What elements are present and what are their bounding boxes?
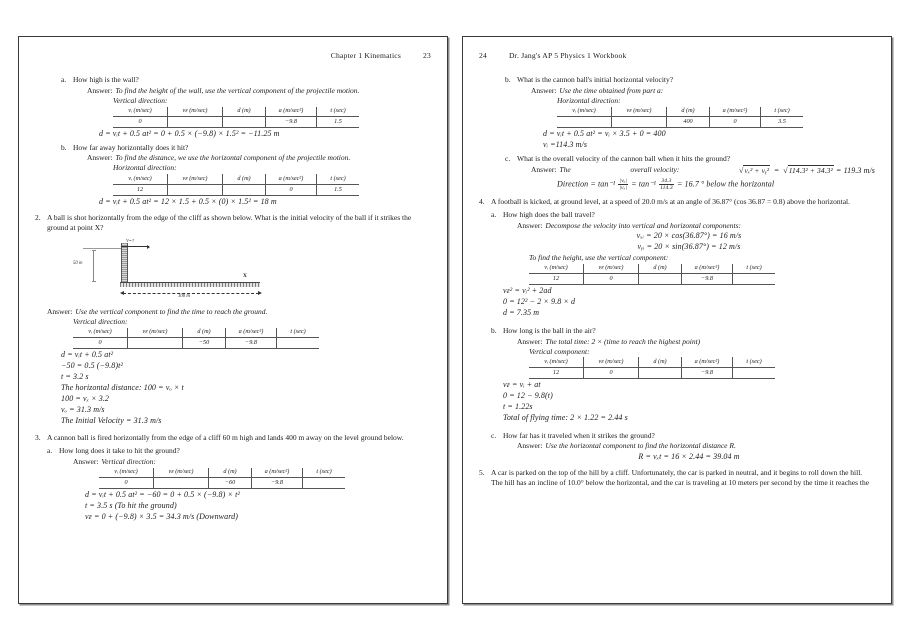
th-vf: vғ (m/sec) <box>128 328 183 338</box>
work-3a-line-3: vғ = 0 + (−9.8) × 3.5 = 34.3 m/s (Downward) <box>85 512 238 522</box>
th-vi: vᵢ (m/sec) <box>529 264 584 274</box>
td-d <box>639 274 682 285</box>
th-a: a (m/sec²) <box>682 264 733 274</box>
question-3c <box>505 154 875 192</box>
answer-label: Answer: <box>531 85 557 95</box>
td-vf <box>168 117 223 128</box>
left-page-body <box>35 75 431 523</box>
td-t <box>277 338 320 349</box>
question-3a-text: How long does it take to hit the ground? <box>59 445 180 455</box>
direction-fraction-numeric <box>659 178 674 191</box>
work-4a-line-1: vғ² = vᵢ² + 2ad <box>503 286 552 296</box>
th-t: t (sec) <box>303 468 346 478</box>
work-4b-line-2: 0 = 12 − 9.8(t) <box>503 390 553 400</box>
page-number: 23 <box>423 51 431 60</box>
answer-2-text: Use the vertical component to find the time to reach the ground. <box>75 306 268 316</box>
work-2-line-7: The Initial Velocity = 31.3 m/s <box>61 416 162 426</box>
direction-prefix: Direction = tan⁻¹ <box>557 179 616 189</box>
td-d <box>223 117 266 128</box>
question-1b <box>61 143 431 208</box>
answer-label: Answer: <box>517 441 543 451</box>
answer-3c-term: overall velocity: <box>630 164 680 174</box>
th-d: d (m) <box>639 357 682 367</box>
radicand-symbolic: vₓ² + vᵧ² <box>744 165 770 175</box>
th-vf: vғ (m/sec) <box>168 174 223 184</box>
table-row <box>529 274 775 285</box>
question-4b-letter: b. <box>491 325 497 335</box>
work-1b: d = vᵢt + 0.5 at² = 12 × 1.5 + 0.5 × (0) × 1.5² = 18 m <box>99 196 277 206</box>
left-page-header <box>35 51 431 61</box>
kinematics-table-2 <box>73 328 319 349</box>
answer-4a-text: Decompose the velocity into vertical and horizontal components: <box>545 220 742 230</box>
kinematics-table-4b <box>529 357 775 378</box>
td-d: 400 <box>667 117 710 128</box>
work-3b-line-2: vᵢ =114.3 m/s <box>543 140 588 150</box>
td-a: 0 <box>266 184 317 195</box>
question-1a <box>61 75 431 140</box>
th-d: d (m) <box>223 174 266 184</box>
diagram-height-label: 50 m <box>73 260 83 266</box>
kinematics-table-4a <box>529 264 775 285</box>
question-4c <box>491 431 875 463</box>
frac-denominator: |vₓ| <box>619 185 627 192</box>
answer-label: Answer: <box>87 153 113 163</box>
diagram-range-label: 100 m <box>178 293 190 299</box>
question-2-number: 2. <box>35 213 41 223</box>
th-vf: vғ (m/sec) <box>584 264 639 274</box>
question-5-number: 5. <box>479 468 485 478</box>
th-t: t (sec) <box>733 264 776 274</box>
work-2-line-3: t = 3.2 s <box>61 372 89 382</box>
answer-4b-text: The total time: 2 × (time to reach the highest point) <box>545 336 701 346</box>
direction-result: = 16.7 ° below the horizontal <box>676 179 775 189</box>
th-vi: vᵢ (m/sec) <box>113 107 168 117</box>
direction-mid: = tan⁻¹ <box>631 179 657 189</box>
th-t: t (sec) <box>733 357 776 367</box>
td-vi: 0 <box>73 338 128 349</box>
kinematics-table-1b <box>113 174 359 195</box>
diagram-ground <box>120 282 260 287</box>
answer-label: Answer: <box>517 220 543 230</box>
work-3b-line-1: d = vᵢt + 0.5 at² = vᵢ × 3.5 + 0 = 400 <box>543 129 666 139</box>
diagram-height-dimension <box>93 250 94 282</box>
table-row <box>113 184 359 195</box>
work-4b-line-1: vғ = vᵢ + at <box>503 379 541 389</box>
td-vf: 0 <box>584 368 639 379</box>
th-d: d (m) <box>209 468 252 478</box>
answer-label: Answer: <box>87 85 113 95</box>
th-t: t (sec) <box>277 328 320 338</box>
page-number: 24 <box>479 51 487 60</box>
diagram-point-x-label: X <box>243 272 247 279</box>
th-a: a (m/sec²) <box>682 357 733 367</box>
question-3-number: 3. <box>35 432 41 442</box>
answer-label: Answer: <box>73 456 99 466</box>
direction-label-1b: Horizontal direction: <box>113 163 177 173</box>
cliff-diagram <box>47 237 431 305</box>
work-3a-line-2: t = 3.5 s (To hit the ground) <box>85 501 177 511</box>
direction-label-3b: Horizontal direction: <box>557 95 621 105</box>
th-vf: vғ (m/sec) <box>612 107 667 117</box>
td-vf <box>168 184 223 195</box>
question-3b-text: What is the cannon ball's initial horizontal velocity? <box>517 75 674 84</box>
td-d <box>223 184 266 195</box>
question-5 <box>479 468 875 488</box>
th-vi: vᵢ (m/sec) <box>99 468 154 478</box>
question-3a <box>47 446 431 523</box>
td-vf <box>612 117 667 128</box>
td-t: 3.5 <box>761 117 804 128</box>
diagram-top-surface <box>83 248 123 249</box>
th-vi: vᵢ (m/sec) <box>557 107 612 117</box>
work-3a-line-1: d = vᵢt + 0.5 at² = −60 = 0 + 0.5 × (−9.8) × t² <box>85 490 240 499</box>
td-t: 1.5 <box>317 117 360 128</box>
question-1b-letter: b. <box>61 142 67 152</box>
table-row <box>99 478 345 489</box>
question-3b <box>505 75 875 151</box>
question-4 <box>479 197 875 462</box>
td-t: 1.5 <box>317 184 360 195</box>
question-5-text: A car is parked on the top of the hill by a cliff. Unfortunately, the car is parked in neutral, and it begins to roll down the hill. The hill has an incline of 10.0° below the horizontal, and the car is traveling at 10 meters per second by the time it reaches the <box>491 468 870 488</box>
question-4c-letter: c. <box>491 430 497 440</box>
frac-numerator: |vᵧ| <box>619 178 627 185</box>
book-title: Dr. Jang's AP 5 Physics 1 Workbook <box>509 51 627 60</box>
table-row <box>557 117 803 128</box>
td-a: −9.8 <box>682 274 733 285</box>
answer-label: Answer: <box>531 164 557 174</box>
answer-3b-text: Use the time obtained from part a: <box>559 85 664 95</box>
work-1a: d = vᵢt + 0.5 at² = 0 + 0.5 × (−9.8) × 1.5² = −11.25 m <box>99 129 280 139</box>
td-a: −9.8 <box>226 338 277 349</box>
td-d <box>639 368 682 379</box>
th-a: a (m/sec²) <box>266 107 317 117</box>
question-3-text: A cannon ball is fired horizontally from the edge of a cliff 60 m high and lands 400 m away on the level ground below. <box>47 432 404 442</box>
chapter-title: Chapter 1 Kinematics <box>330 51 401 60</box>
frac-numerator: 34.3 <box>659 178 674 185</box>
td-vi: 0 <box>99 478 154 489</box>
right-page-body <box>479 75 875 488</box>
question-3a-letter: a. <box>47 445 53 455</box>
work-2-line-4: The horizontal distance: 100 = vₒ × t <box>61 383 184 393</box>
diagram-range-dimension <box>123 293 259 294</box>
td-vi <box>557 117 612 128</box>
th-a: a (m/sec²) <box>252 468 303 478</box>
answer-label: Answer: <box>47 306 73 316</box>
td-vf: 0 <box>584 274 639 285</box>
td-vi: 12 <box>529 274 584 285</box>
direction-label-1a: Vertical direction: <box>113 95 168 105</box>
th-vi: vᵢ (m/sec) <box>113 174 168 184</box>
answer-1b-text: To find the distance, we use the horizontal component of the projectile motion. <box>115 153 351 163</box>
left-page <box>18 36 448 604</box>
td-vf <box>128 338 183 349</box>
answer-1a-text: To find the height of the wall, use the vertical component of the projectile motion. <box>115 85 360 95</box>
answer-3c-prefix: The <box>559 164 571 174</box>
th-vi: vᵢ (m/sec) <box>529 357 584 367</box>
td-vi: 12 <box>113 184 168 195</box>
th-t: t (sec) <box>761 107 804 117</box>
right-page <box>462 36 892 604</box>
work-4b-line-3: t = 1.22s <box>503 401 533 411</box>
td-a: −9.8 <box>682 368 733 379</box>
radicand-numeric: 114.3² + 34.3² <box>788 165 833 175</box>
work-2-line-5: 100 = vₓ × 3.2 <box>61 394 110 404</box>
td-d: −50 <box>183 338 226 349</box>
question-4c-text: How far has it traveled when it strikes the ground? <box>503 430 655 440</box>
answer-label: Answer: <box>517 336 543 346</box>
component-vy: vᵧᵢ = 20 × sin(36.87°) = 12 m/s <box>637 242 741 252</box>
diagram-velocity-arrow-icon <box>121 246 149 247</box>
component-vx: vₓᵢ = 20 × cos(36.87°) = 16 m/s <box>636 231 742 241</box>
question-4a-letter: a. <box>491 210 497 220</box>
work-2-line-1: d = vᵢt + 0.5 at² <box>61 350 114 360</box>
td-vi: 0 <box>113 117 168 128</box>
question-1b-text: How far away horizontally does it hit? <box>73 142 189 152</box>
td-a: 0 <box>710 117 761 128</box>
th-d: d (m) <box>667 107 710 117</box>
diagram-velocity-label: V=? <box>126 237 135 243</box>
td-t <box>733 368 776 379</box>
direction-label-3a: Vertical direction: <box>101 456 156 466</box>
th-vf: vғ (m/sec) <box>168 107 223 117</box>
question-1a-letter: a. <box>61 75 67 84</box>
td-vf <box>154 478 209 489</box>
th-d: d (m) <box>223 107 266 117</box>
table-row <box>73 338 319 349</box>
th-a: a (m/sec²) <box>226 328 277 338</box>
td-vi: 12 <box>529 368 584 379</box>
td-t <box>733 274 776 285</box>
th-a: a (m/sec²) <box>266 174 317 184</box>
question-1a-text: How high is the wall? <box>73 75 139 84</box>
question-2-text: A ball is shot horizontally from the edge of the cliff as shown below. What is the initial velocity of the ball if it strikes the ground at point X? <box>47 213 412 233</box>
td-a: −9.8 <box>252 478 303 489</box>
direction-label-4b: Vertical component: <box>529 346 590 356</box>
direction-label-4a: To find the height, use the vertical component: <box>529 252 669 262</box>
overall-velocity-formula: √vₓ² + vᵧ² = √114.3² + 34.3² = 119.3 m/s <box>738 165 876 175</box>
work-4b-line-4: Total of flying time: 2 × 1.22 = 2.44 s <box>503 413 628 422</box>
kinematics-table-3a <box>99 468 345 489</box>
right-page-header <box>479 51 875 61</box>
th-t: t (sec) <box>317 107 360 117</box>
question-4a-text: How high does the ball travel? <box>503 210 595 220</box>
work-4a-line-3: d = 7.35 m <box>503 308 540 318</box>
work-2-line-2: −50 = 0.5 (−9.8)t² <box>61 361 123 371</box>
work-4c: R = vₓt = 16 × 2.44 = 39.04 m <box>638 451 740 461</box>
overall-velocity-result: = 119.3 m/s <box>835 165 876 175</box>
work-2-line-6: vₒ = 31.3 m/s <box>61 405 105 415</box>
td-a: −9.8 <box>266 117 317 128</box>
direction-formula <box>557 178 875 191</box>
th-vi: vᵢ (m/sec) <box>73 328 128 338</box>
work-4a-line-2: 0 = 12² − 2 × 9.8 × d <box>503 297 576 307</box>
answer-4c-text: Use the horizontal component to find the horizontal distance R. <box>545 441 736 451</box>
th-vf: vғ (m/sec) <box>154 468 209 478</box>
table-row <box>529 368 775 379</box>
direction-label-2: Vertical direction: <box>73 316 128 326</box>
question-4b <box>491 326 875 424</box>
question-3c-text: What is the overall velocity of the cannon ball when it hits the ground? <box>517 153 731 163</box>
question-2 <box>35 213 431 427</box>
kinematics-table-3b <box>557 107 803 128</box>
question-3b-letter: b. <box>505 75 511 84</box>
td-d: −60 <box>209 478 252 489</box>
direction-fraction-symbolic <box>618 178 628 191</box>
th-a: a (m/sec²) <box>710 107 761 117</box>
th-d: d (m) <box>639 264 682 274</box>
th-vf: vғ (m/sec) <box>584 357 639 367</box>
question-4a <box>491 210 875 319</box>
th-d: d (m) <box>183 328 226 338</box>
table-row <box>113 117 359 128</box>
th-t: t (sec) <box>317 174 360 184</box>
frac-denominator: 114.3 <box>660 185 673 192</box>
question-4b-text: How long is the ball in the air? <box>503 325 596 335</box>
question-4-number: 4. <box>479 197 485 207</box>
question-4-text: A football is kicked, at ground level, at a speed of 20.0 m/s at an angle of 36.87° (cos 36.87 = 0.8) above the horizontal. <box>491 197 851 207</box>
diagram-cliff-face <box>121 243 128 283</box>
question-3c-letter: c. <box>505 153 511 163</box>
kinematics-table-1a <box>113 107 359 128</box>
question-3 <box>35 433 431 523</box>
td-t <box>303 478 346 489</box>
